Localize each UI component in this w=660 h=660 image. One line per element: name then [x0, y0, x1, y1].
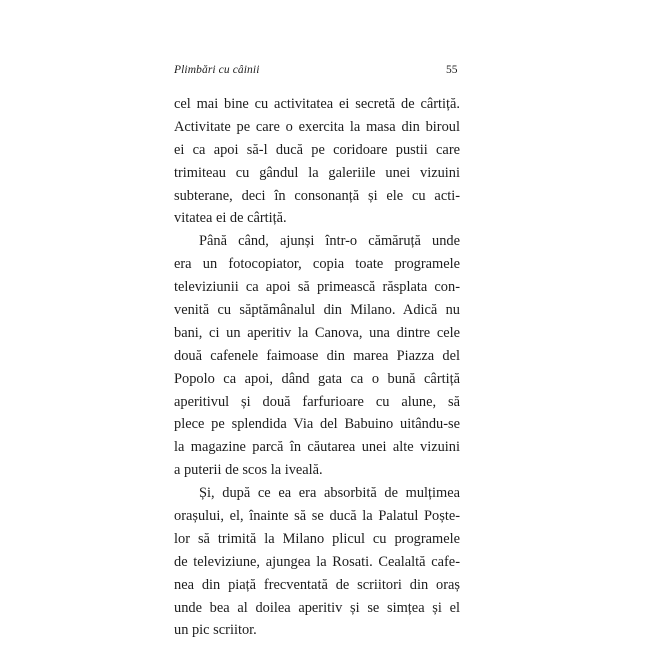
- body-text: [174, 93, 460, 642]
- text-line: nea din piață frecventată de scriitori din oraș: [174, 576, 460, 593]
- running-title: Plimbări cu câinii: [174, 64, 260, 76]
- text-line: unde bea al doilea aperitiv și se simțea și el: [174, 599, 460, 616]
- text-line: a puterii de scos la iveală.: [174, 462, 323, 479]
- text-line: lor să trimită la Milano plicul cu programele: [174, 530, 460, 547]
- text-line: un pic scriitor.: [174, 622, 257, 639]
- text-line: venită cu săptămânalul din Milano. Adică nu: [174, 302, 460, 319]
- text-line: subterane, deci în consonanță și ele cu acti-: [174, 187, 460, 204]
- text-line: Și, după ce ea era absorbită de mulțimea: [199, 485, 460, 502]
- text-line: cel mai bine cu activitatea ei secretă de cârtiță.: [174, 96, 460, 112]
- page-number: 55: [446, 64, 458, 76]
- text-line: la magazine parcă în căutarea unei alte vizuini: [174, 439, 460, 456]
- text-line: vitatea ei de cârtiță.: [174, 210, 287, 227]
- text-line: trimiteau cu gândul la galeriile unei vizuini: [174, 164, 460, 181]
- text-line: plece pe splendida Via del Babuino uitându-se: [174, 416, 460, 433]
- text-line: ei ca apoi să-l ducă pe coridoare pustii care: [174, 141, 460, 158]
- text-line: Până când, ajunși într-o cămăruță unde: [199, 233, 460, 250]
- text-line: două cafenele faimoase din marea Piazza del: [174, 347, 460, 364]
- text-line: aperitivul și două farfurioare cu alune, să: [174, 393, 460, 410]
- text-line: bani, ci un aperitiv la Canova, una dintre cele: [174, 324, 460, 341]
- text-line: de televiziune, ajungea la Rosati. Cealaltă cafe-: [174, 553, 460, 570]
- text-line: era un fotocopiator, copia toate programele: [174, 256, 460, 273]
- text-line: Activitate pe care o exercita la masa din biroul: [174, 118, 460, 135]
- text-line: Popolo ca apoi, dând gata ca o bună cârtiță: [174, 370, 460, 387]
- text-line: televiziunii ca apoi să primească răsplata con-: [174, 279, 460, 296]
- text-line: orașului, el, înainte să se ducă la Palatul Poște-: [174, 508, 460, 525]
